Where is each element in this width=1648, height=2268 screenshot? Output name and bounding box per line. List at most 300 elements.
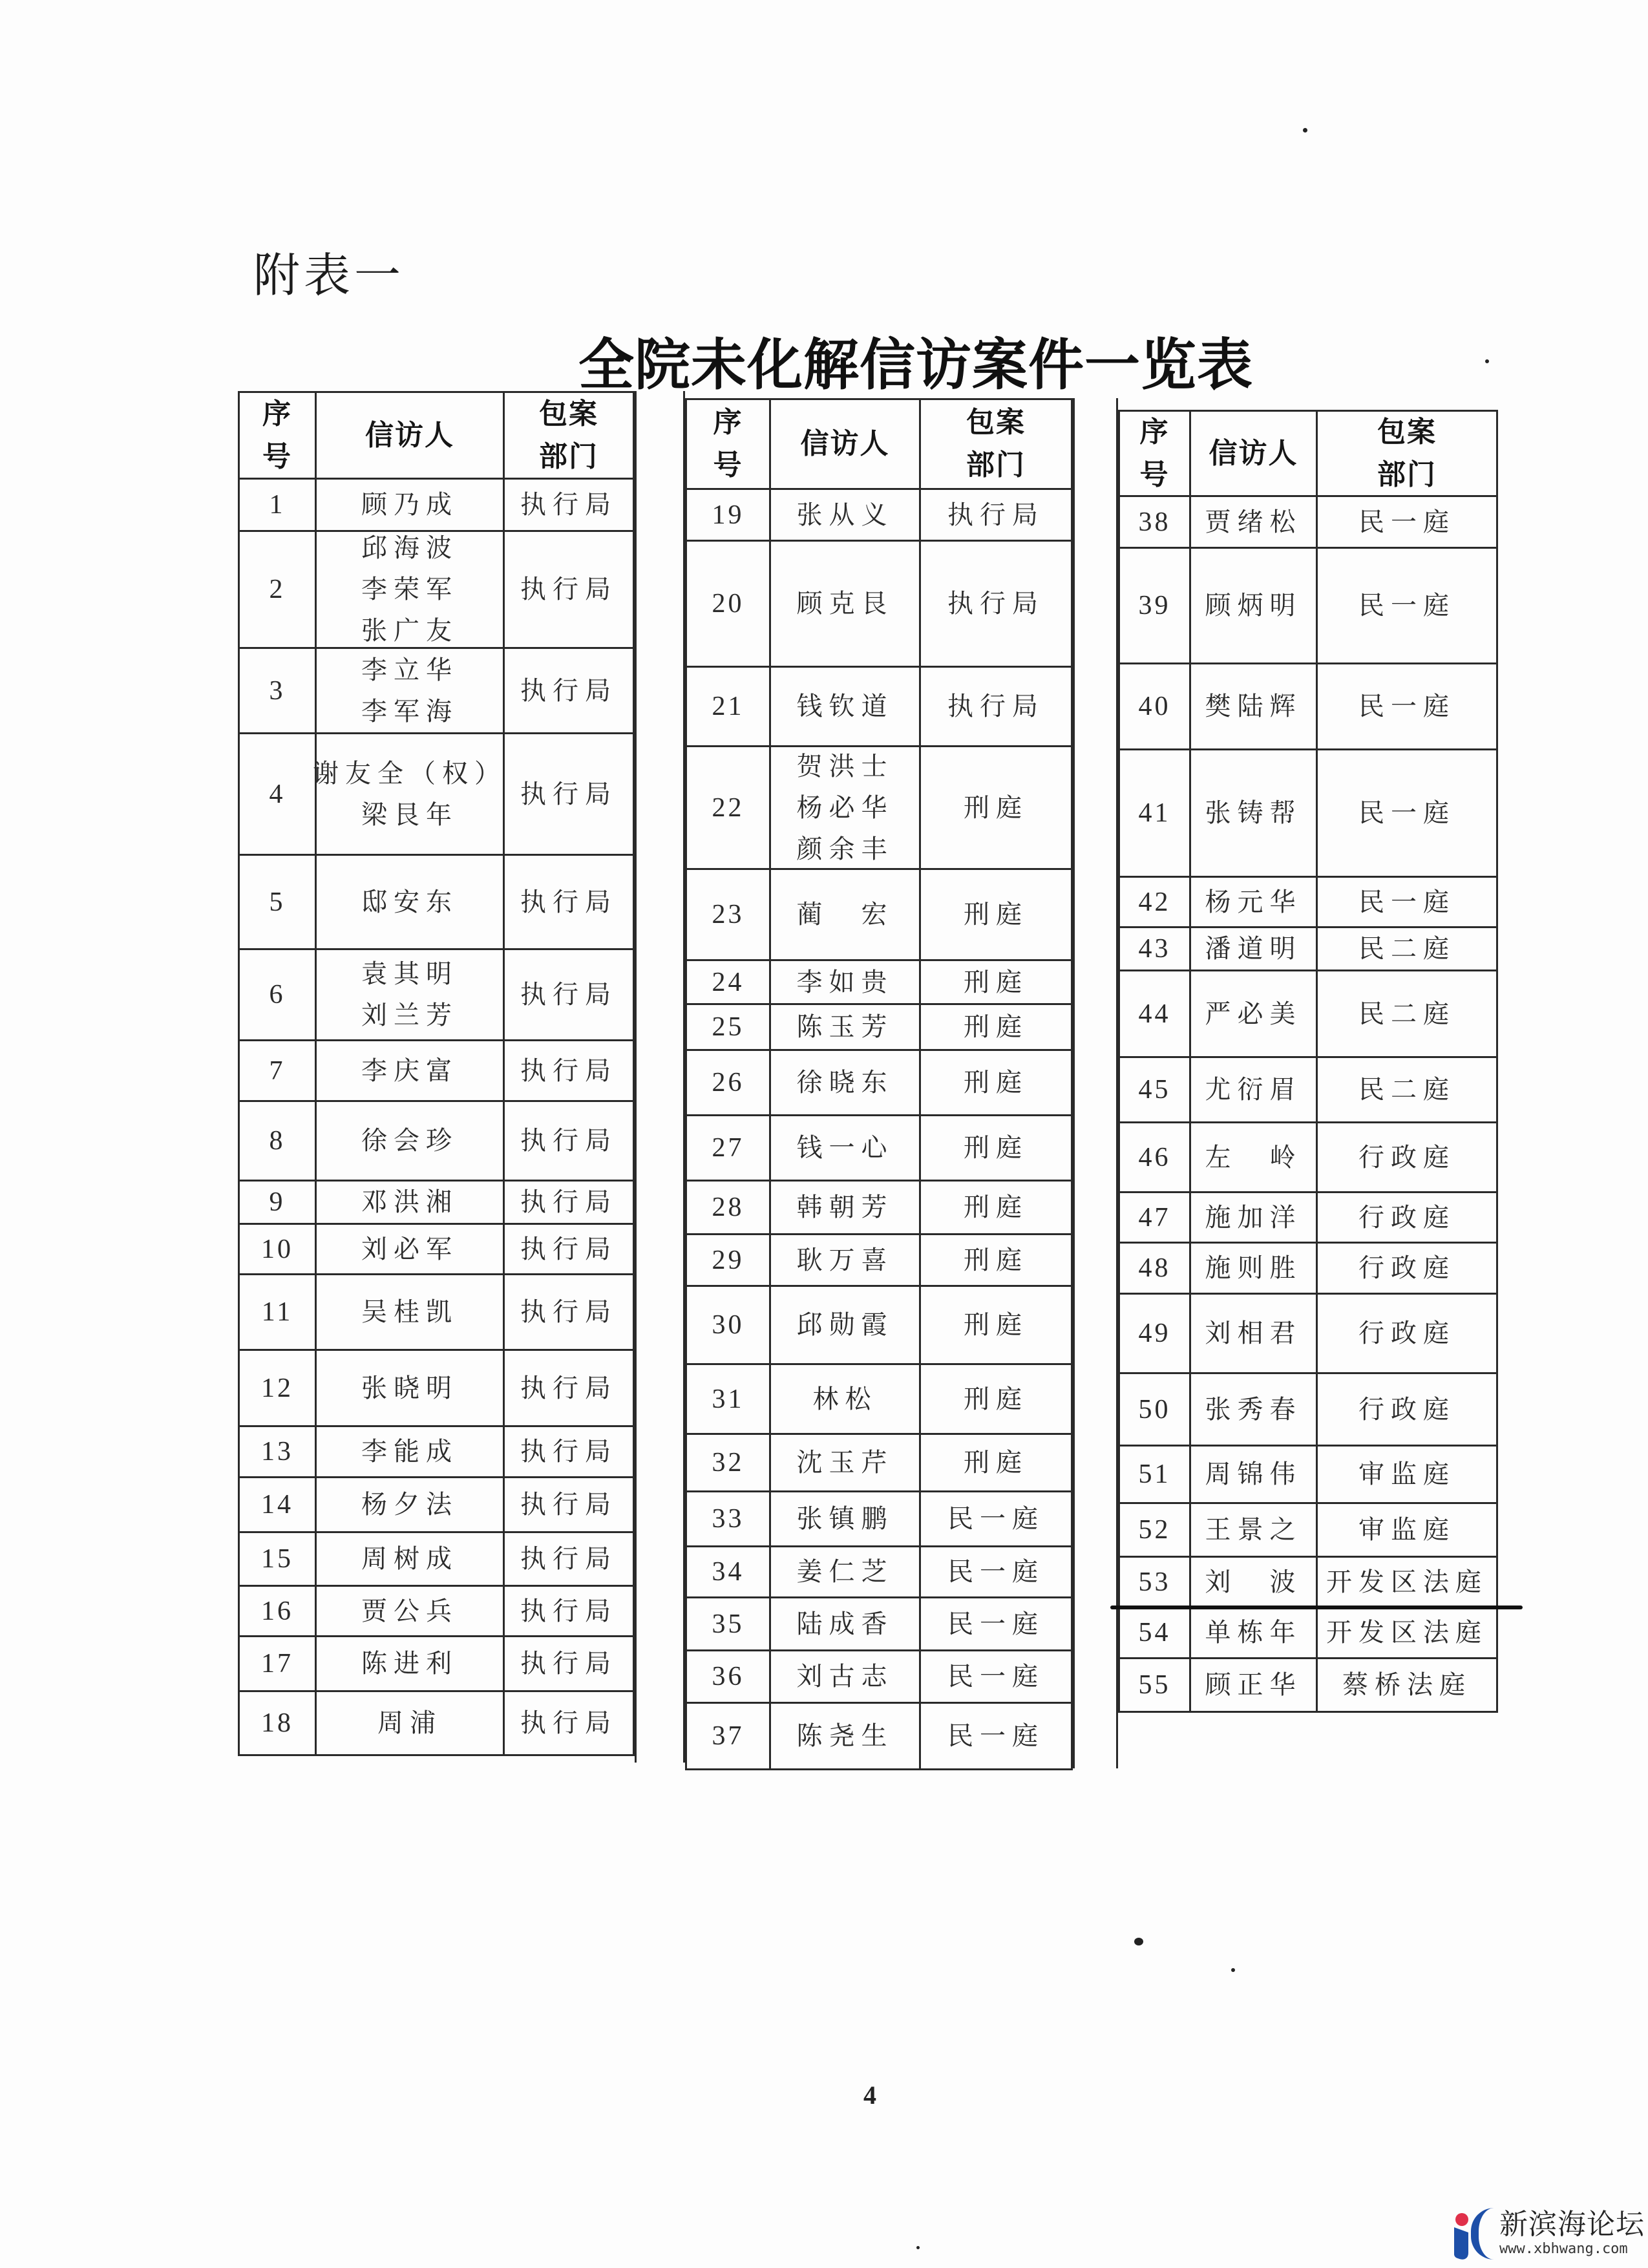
- row-seq-number: [1118, 664, 1189, 748]
- table-row: [685, 1702, 1073, 1768]
- row-department: [1316, 1608, 1498, 1657]
- department-name: 民一庭: [947, 1721, 1044, 1751]
- department-name: 开发区法庭: [1326, 1618, 1488, 1648]
- row-petitioner: [1189, 1374, 1316, 1445]
- table-row: [238, 1476, 635, 1531]
- petitioner-name: 杨夕法: [361, 1490, 458, 1520]
- document-title: 全院未化解信访案件一览表: [578, 333, 1253, 397]
- row-seq-number: [1118, 1244, 1189, 1293]
- row-department: [919, 1598, 1073, 1649]
- cell-text: 43: [1138, 934, 1171, 964]
- row-petitioner: [1189, 1504, 1316, 1556]
- row-petitioner: [315, 1275, 503, 1349]
- cell-text: 19: [712, 500, 745, 530]
- row-petitioner: [1189, 1608, 1316, 1657]
- row-petitioner: [769, 1116, 919, 1180]
- petitioner-name: 谢友全（权）: [313, 758, 507, 789]
- table-row: [685, 1285, 1073, 1363]
- row-seq-number: [238, 1275, 315, 1349]
- row-seq-number: [238, 532, 315, 647]
- department-name: 执行局: [947, 589, 1044, 619]
- row-department: [503, 649, 635, 732]
- row-department: [503, 1427, 635, 1476]
- row-department: [503, 1533, 635, 1585]
- table-row: [1118, 1191, 1498, 1242]
- row-seq-number: [685, 668, 769, 745]
- department-name: 刑庭: [964, 1133, 1028, 1163]
- cell-text: 20: [712, 589, 745, 619]
- cell-text: 53: [1138, 1567, 1171, 1597]
- department-name: 执行局: [520, 1297, 617, 1327]
- row-petitioner: [769, 1492, 919, 1545]
- cell-text: 信访人: [800, 427, 890, 460]
- cell-text: 28: [712, 1192, 745, 1222]
- row-department: [1316, 971, 1498, 1056]
- table-row: [685, 1003, 1073, 1049]
- header-department: [919, 400, 1073, 488]
- cell-text: 7: [269, 1055, 286, 1086]
- petitioner-name: 陈进利: [361, 1649, 458, 1679]
- department-name: 刑庭: [964, 1448, 1028, 1478]
- cell-text: 45: [1138, 1075, 1171, 1105]
- row-petitioner: [315, 1637, 503, 1690]
- petitioner-name: 李立华: [361, 655, 458, 685]
- row-seq-number: [238, 1587, 315, 1635]
- table-row: [1118, 1293, 1498, 1372]
- row-department: [919, 1287, 1073, 1363]
- row-department: [919, 1005, 1073, 1049]
- petitioner-name: 周锦伟: [1205, 1459, 1302, 1489]
- cell-text: 39: [1138, 591, 1171, 620]
- cell-text: 5: [269, 887, 286, 917]
- petitioner-name: 尤衍眉: [1205, 1075, 1302, 1105]
- row-seq-number: [685, 1116, 769, 1180]
- row-petitioner: [1189, 1058, 1316, 1121]
- row-seq-number: [1118, 1659, 1189, 1711]
- petitioner-name: 陈玉芳: [796, 1012, 894, 1042]
- department-name: 民二庭: [1358, 934, 1455, 964]
- cell-text: 29: [712, 1245, 745, 1275]
- cell-text: 9: [269, 1187, 286, 1217]
- cell-text: 46: [1138, 1142, 1171, 1172]
- table-row: [1118, 1056, 1498, 1121]
- row-department: [1316, 1193, 1498, 1242]
- table-row: [238, 1585, 635, 1635]
- row-petitioner: [769, 490, 919, 540]
- table-row: [238, 647, 635, 732]
- page-number: 4: [863, 2081, 876, 2110]
- row-department: [919, 1704, 1073, 1768]
- row-petitioner: [315, 1478, 503, 1531]
- row-seq-number: [238, 1102, 315, 1180]
- table-panel-2: [685, 398, 1073, 1768]
- row-petitioner: [1189, 1244, 1316, 1293]
- table-row: [238, 1690, 635, 1754]
- department-name: 刑庭: [964, 1310, 1028, 1340]
- row-petitioner: [315, 1427, 503, 1476]
- row-petitioner: [769, 1365, 919, 1433]
- row-department: [503, 1225, 635, 1273]
- table-row: [685, 1049, 1073, 1114]
- table-row: [1118, 876, 1498, 926]
- row-seq-number: [685, 1435, 769, 1490]
- petitioner-name: 邸安东: [361, 887, 458, 917]
- row-seq-number: [685, 1235, 769, 1285]
- table-row: [238, 1223, 635, 1273]
- row-seq-number: [685, 542, 769, 666]
- cell-text: 27: [712, 1133, 745, 1163]
- petitioner-name: 张铸帮: [1205, 798, 1302, 828]
- table-row: [1118, 748, 1498, 876]
- header-petitioner: [315, 393, 503, 478]
- row-seq-number: [685, 1651, 769, 1702]
- petitioner-name: 刘 波: [1205, 1567, 1302, 1597]
- row-seq-number: [1118, 750, 1189, 876]
- petitioner-name: 顾炳明: [1205, 591, 1302, 620]
- department-name: 执行局: [520, 575, 617, 604]
- cell-text: 36: [712, 1662, 745, 1691]
- cell-text: 2: [269, 575, 286, 604]
- department-name: 执行局: [520, 1708, 617, 1738]
- petitioner-name: 沈玉芹: [796, 1448, 894, 1478]
- row-department: [919, 1116, 1073, 1180]
- row-petitioner: [1189, 1447, 1316, 1502]
- table-row: [1118, 1502, 1498, 1556]
- row-petitioner: [313, 734, 507, 854]
- table-row: [685, 1433, 1073, 1490]
- cell-text: 10: [261, 1234, 293, 1264]
- department-name: 行政庭: [1358, 1202, 1455, 1233]
- row-seq-number: [1118, 1558, 1189, 1606]
- row-seq-number: [1118, 1608, 1189, 1657]
- row-petitioner: [769, 1547, 919, 1596]
- scan-speck: [916, 2246, 920, 2249]
- petitioner-name: 潘道明: [1205, 934, 1302, 964]
- row-petitioner: [1189, 1295, 1316, 1372]
- row-petitioner: [315, 1692, 503, 1754]
- cell-text: 11: [261, 1297, 293, 1327]
- department-name: 刑庭: [964, 1245, 1028, 1275]
- watermark-url: www.xbhwang.com: [1499, 2240, 1628, 2257]
- petitioner-name: 顾克艮: [796, 589, 894, 619]
- row-department: [1316, 664, 1498, 748]
- row-petitioner: [315, 950, 503, 1039]
- cell-text: 23: [712, 900, 745, 929]
- cell-text: 部门: [1377, 458, 1437, 491]
- row-petitioner: [1189, 971, 1316, 1056]
- petitioner-name: 刘相君: [1205, 1319, 1302, 1348]
- petitioner-name: 贾公兵: [361, 1596, 458, 1626]
- department-name: 执行局: [520, 1055, 617, 1086]
- row-petitioner: [315, 1182, 503, 1223]
- department-name: 审监庭: [1358, 1515, 1455, 1545]
- row-department: [1316, 1558, 1498, 1606]
- row-seq-number: [685, 1492, 769, 1545]
- handwritten-strike-line: [1110, 1606, 1523, 1609]
- header-seq: [685, 400, 769, 488]
- table-row: [1118, 495, 1498, 547]
- cell-text: 部门: [966, 449, 1026, 482]
- table-row: [238, 1349, 635, 1425]
- department-name: 开发区法庭: [1326, 1567, 1488, 1597]
- petitioner-name: 王景之: [1205, 1515, 1302, 1545]
- cell-text: 40: [1138, 692, 1171, 721]
- petitioner-name: 施则胜: [1205, 1253, 1302, 1283]
- row-seq-number: [238, 649, 315, 732]
- petitioner-name: 刘必军: [361, 1234, 458, 1264]
- table-header-row: [1118, 410, 1498, 495]
- cell-text: 6: [269, 980, 286, 1010]
- header-petitioner: [769, 400, 919, 488]
- department-name: 行政庭: [1358, 1253, 1455, 1283]
- department-name: 行政庭: [1358, 1319, 1455, 1348]
- row-seq-number: [685, 1365, 769, 1433]
- row-seq-number: [685, 490, 769, 540]
- row-seq-number: [1118, 1193, 1189, 1242]
- row-department: [919, 1435, 1073, 1490]
- gap-column-2: [1073, 398, 1118, 1768]
- row-petitioner: [769, 870, 919, 959]
- table-row: [238, 1425, 635, 1476]
- table-row: [685, 745, 1073, 868]
- header-seq: [1118, 412, 1189, 495]
- petitioner-name: 吴桂凯: [361, 1297, 458, 1327]
- cell-text: 8: [269, 1126, 286, 1156]
- row-seq-number: [685, 961, 769, 1003]
- row-department: [503, 480, 635, 530]
- cell-text: 41: [1138, 798, 1171, 828]
- row-seq-number: [238, 1533, 315, 1585]
- cell-text: 42: [1138, 887, 1171, 917]
- row-department: [1316, 1447, 1498, 1502]
- table-row: [685, 1649, 1073, 1702]
- petitioner-name: 钱一心: [796, 1133, 894, 1163]
- gap-column-1: [635, 391, 685, 1763]
- row-department: [503, 734, 635, 854]
- petitioner-name: 张广友: [361, 616, 458, 646]
- cell-text: 信访人: [365, 418, 454, 452]
- row-department: [919, 1492, 1073, 1545]
- cell-text: 22: [712, 792, 745, 823]
- row-department: [503, 1478, 635, 1531]
- row-seq-number: [238, 1692, 315, 1754]
- petitioner-name: 姜仁芝: [796, 1557, 894, 1587]
- petitioner-name: 张从义: [796, 500, 894, 530]
- cell-text: 35: [712, 1609, 745, 1639]
- row-seq-number: [685, 1547, 769, 1596]
- cell-text: 52: [1138, 1515, 1171, 1545]
- department-name: 执行局: [520, 980, 617, 1010]
- row-petitioner: [1189, 750, 1316, 876]
- petitioner-name: 李如贵: [796, 967, 894, 997]
- petitioner-name: 耿万喜: [796, 1245, 894, 1275]
- cell-text: 序: [262, 397, 292, 430]
- petitioner-name: 李能成: [361, 1437, 458, 1467]
- table-row: [685, 488, 1073, 540]
- department-name: 民一庭: [947, 1504, 1044, 1534]
- row-seq-number: [685, 1598, 769, 1649]
- table-row: [238, 1100, 635, 1180]
- petitioner-name: 钱钦道: [796, 692, 894, 721]
- table-row: [685, 1233, 1073, 1285]
- department-name: 审监庭: [1358, 1459, 1455, 1489]
- table-row: [238, 732, 635, 854]
- row-department: [503, 1637, 635, 1690]
- cell-text: 15: [261, 1544, 293, 1574]
- cell-text: 号: [1139, 458, 1170, 491]
- department-name: 刑庭: [964, 1068, 1028, 1097]
- table-row: [1118, 1556, 1498, 1606]
- cell-text: 号: [262, 440, 292, 473]
- petitioner-name: 袁其明: [361, 959, 458, 989]
- row-department: [919, 1547, 1073, 1596]
- table-row: [238, 1180, 635, 1223]
- department-name: 执行局: [947, 500, 1044, 530]
- row-department: [503, 1351, 635, 1425]
- petitioner-name: 贺洪士: [796, 751, 894, 781]
- cell-text: 3: [269, 675, 286, 706]
- table-row: [1118, 1242, 1498, 1293]
- table-row: [238, 1531, 635, 1585]
- department-name: 民一庭: [947, 1557, 1044, 1587]
- department-name: 执行局: [520, 1437, 617, 1467]
- table-row: [238, 948, 635, 1039]
- table-row: [238, 854, 635, 948]
- petitioner-name: 严必美: [1205, 999, 1302, 1029]
- table-row: [1118, 926, 1498, 970]
- department-name: 执行局: [520, 887, 617, 917]
- row-seq-number: [238, 1351, 315, 1425]
- table-row: [1118, 1372, 1498, 1445]
- row-department: [503, 1275, 635, 1349]
- table-row: [1118, 1121, 1498, 1191]
- row-petitioner: [1189, 1659, 1316, 1711]
- table-row: [685, 959, 1073, 1003]
- row-seq-number: [1118, 1504, 1189, 1556]
- row-department: [503, 1587, 635, 1635]
- row-seq-number: [238, 1427, 315, 1476]
- table-row: [1118, 662, 1498, 748]
- row-seq-number: [1118, 1374, 1189, 1445]
- row-department: [1316, 1123, 1498, 1191]
- scan-speck: [1134, 1938, 1143, 1945]
- cell-text: 33: [712, 1504, 745, 1534]
- row-petitioner: [1189, 928, 1316, 970]
- table-row: [685, 1180, 1073, 1233]
- petitioner-name: 张秀春: [1205, 1394, 1302, 1425]
- row-department: [919, 870, 1073, 959]
- petitioner-name: 刘兰芳: [361, 1001, 458, 1030]
- petitioner-name: 邱勋霞: [796, 1310, 894, 1340]
- table-row: [685, 868, 1073, 959]
- cell-text: 47: [1138, 1202, 1171, 1233]
- department-name: 刑庭: [964, 1012, 1028, 1042]
- row-seq-number: [238, 950, 315, 1039]
- row-seq-number: [238, 1225, 315, 1273]
- row-petitioner: [769, 1287, 919, 1363]
- scan-speck: [1231, 1968, 1235, 1972]
- department-name: 民一庭: [1358, 798, 1455, 828]
- row-petitioner: [1189, 878, 1316, 926]
- table-row: [1118, 1657, 1498, 1711]
- row-seq-number: [1118, 1058, 1189, 1121]
- table-panel-1: [238, 391, 635, 1754]
- table-header-row: [238, 391, 635, 478]
- department-name: 民一庭: [1358, 591, 1455, 620]
- row-petitioner: [315, 1587, 503, 1635]
- table-bottom-border: [685, 1768, 1073, 1770]
- row-petitioner: [769, 1435, 919, 1490]
- row-petitioner: [315, 1225, 503, 1273]
- row-petitioner: [769, 1182, 919, 1233]
- row-petitioner: [315, 856, 503, 948]
- department-name: 行政庭: [1358, 1142, 1455, 1172]
- petitioner-name: 顾乃成: [361, 490, 458, 520]
- petitioner-name: 徐晓东: [796, 1068, 894, 1097]
- department-name: 执行局: [947, 692, 1044, 721]
- cell-text: 25: [712, 1012, 745, 1042]
- row-department: [1316, 928, 1498, 970]
- cell-text: 4: [269, 779, 286, 809]
- table-bottom-border: [1118, 1711, 1498, 1713]
- department-name: 执行局: [520, 1187, 617, 1217]
- cell-text: 序: [713, 406, 743, 439]
- row-seq-number: [1118, 1447, 1189, 1502]
- department-name: 执行局: [520, 1649, 617, 1679]
- row-seq-number: [685, 1005, 769, 1049]
- department-name: 执行局: [520, 1596, 617, 1626]
- row-petitioner: [769, 1235, 919, 1285]
- row-petitioner: [769, 542, 919, 666]
- department-name: 民一庭: [947, 1609, 1044, 1639]
- row-seq-number: [1118, 549, 1189, 662]
- row-petitioner: [315, 1351, 503, 1425]
- forum-logo-icon: [1454, 2204, 1497, 2262]
- cell-text: 部门: [539, 440, 598, 473]
- table-row: [685, 540, 1073, 666]
- row-petitioner: [1189, 1123, 1316, 1191]
- row-department: [503, 950, 635, 1039]
- row-petitioner: [315, 532, 503, 647]
- row-seq-number: [238, 734, 315, 854]
- row-petitioner: [315, 649, 503, 732]
- row-department: [919, 1365, 1073, 1433]
- row-department: [503, 1182, 635, 1223]
- cell-text: 38: [1138, 507, 1171, 537]
- row-seq-number: [238, 480, 315, 530]
- department-name: 执行局: [520, 1234, 617, 1264]
- department-name: 刑庭: [964, 1384, 1028, 1414]
- row-petitioner: [1189, 549, 1316, 662]
- petitioner-name: 杨必华: [796, 792, 894, 823]
- row-seq-number: [685, 1051, 769, 1114]
- row-petitioner: [1189, 1558, 1316, 1606]
- petitioner-name: 周树成: [361, 1544, 458, 1574]
- department-name: 执行局: [520, 490, 617, 520]
- table-row: [238, 1635, 635, 1690]
- petitioner-name: 邱海波: [361, 533, 458, 563]
- cell-text: 16: [261, 1596, 293, 1626]
- cell-text: 14: [261, 1490, 293, 1520]
- header-department: [1316, 412, 1498, 495]
- row-seq-number: [685, 1287, 769, 1363]
- cell-text: 12: [261, 1373, 293, 1403]
- cell-text: 55: [1138, 1670, 1171, 1700]
- cell-text: 54: [1138, 1618, 1171, 1648]
- department-name: 民一庭: [1358, 507, 1455, 537]
- row-department: [919, 1182, 1073, 1233]
- petitioner-name: 张晓明: [361, 1373, 458, 1403]
